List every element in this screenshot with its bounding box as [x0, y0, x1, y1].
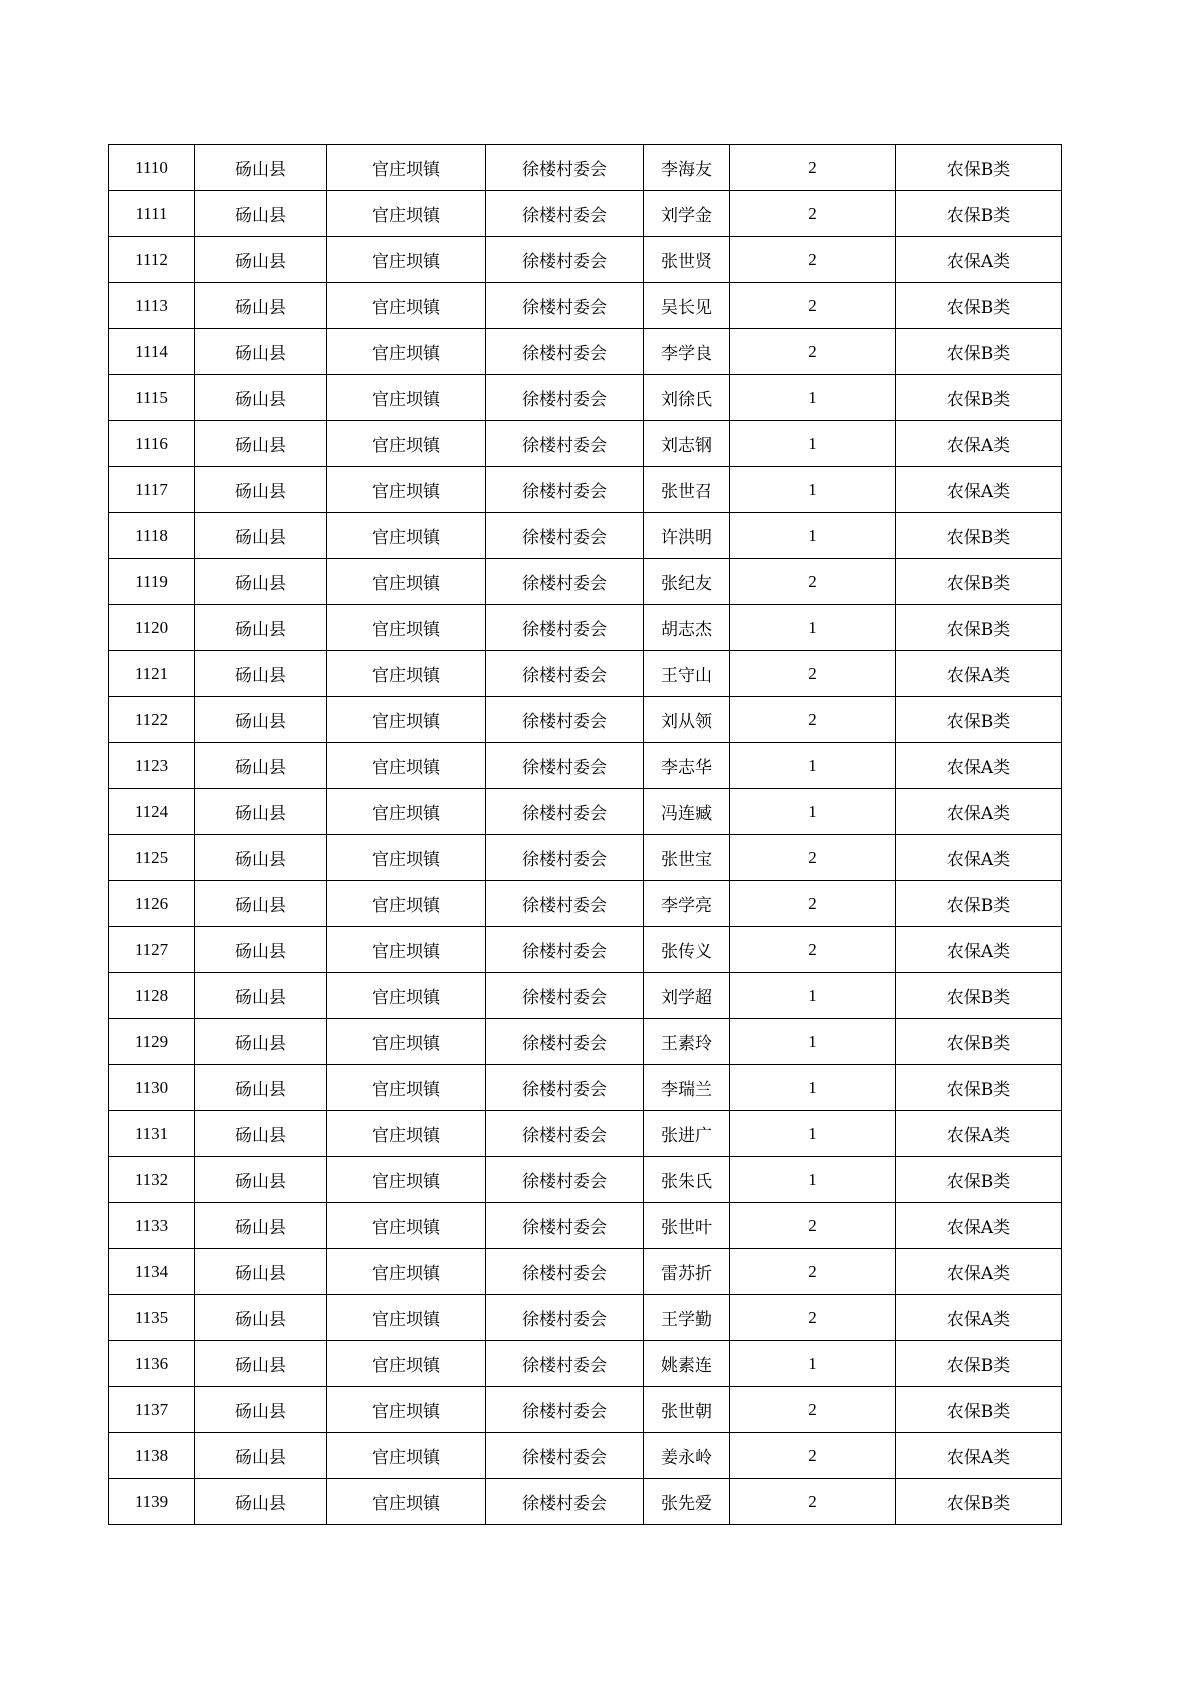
county-cell: 砀山县 — [195, 789, 327, 835]
table-row — [109, 973, 1062, 1019]
person-name-cell: 姜永岭 — [644, 1433, 730, 1479]
category-cell: 农保A类 — [896, 1249, 1062, 1295]
table-row — [109, 145, 1062, 191]
town-cell: 官庄坝镇 — [327, 1433, 486, 1479]
county-cell: 砀山县 — [195, 605, 327, 651]
row-number-cell: 1116 — [109, 421, 195, 467]
county-cell: 砀山县 — [195, 881, 327, 927]
count-cell: 1 — [730, 1111, 896, 1157]
row-number-cell: 1118 — [109, 513, 195, 559]
town-cell: 官庄坝镇 — [327, 1249, 486, 1295]
table-row — [109, 283, 1062, 329]
count-cell: 1 — [730, 605, 896, 651]
row-number-cell: 1132 — [109, 1157, 195, 1203]
town-cell: 官庄坝镇 — [327, 145, 486, 191]
category-cell: 农保B类 — [896, 1341, 1062, 1387]
town-cell: 官庄坝镇 — [327, 329, 486, 375]
table-row — [109, 789, 1062, 835]
category-cell: 农保B类 — [896, 973, 1062, 1019]
village-cell: 徐楼村委会 — [486, 881, 644, 927]
village-cell: 徐楼村委会 — [486, 283, 644, 329]
count-cell: 1 — [730, 421, 896, 467]
row-number-cell: 1114 — [109, 329, 195, 375]
village-cell: 徐楼村委会 — [486, 1111, 644, 1157]
table-row — [109, 605, 1062, 651]
person-name-cell: 张世朝 — [644, 1387, 730, 1433]
town-cell: 官庄坝镇 — [327, 1387, 486, 1433]
village-cell: 徐楼村委会 — [486, 421, 644, 467]
county-cell: 砀山县 — [195, 1433, 327, 1479]
table-row — [109, 1019, 1062, 1065]
village-cell: 徐楼村委会 — [486, 1019, 644, 1065]
table-row — [109, 467, 1062, 513]
row-number-cell: 1124 — [109, 789, 195, 835]
count-cell: 1 — [730, 513, 896, 559]
count-cell: 2 — [730, 1479, 896, 1525]
county-cell: 砀山县 — [195, 743, 327, 789]
category-cell: 农保A类 — [896, 789, 1062, 835]
town-cell: 官庄坝镇 — [327, 881, 486, 927]
table-row — [109, 927, 1062, 973]
row-number-cell: 1122 — [109, 697, 195, 743]
count-cell: 2 — [730, 191, 896, 237]
row-number-cell: 1117 — [109, 467, 195, 513]
category-cell: 农保B类 — [896, 1157, 1062, 1203]
count-cell: 1 — [730, 743, 896, 789]
category-cell: 农保A类 — [896, 421, 1062, 467]
person-name-cell: 刘志钢 — [644, 421, 730, 467]
town-cell: 官庄坝镇 — [327, 973, 486, 1019]
county-cell: 砀山县 — [195, 1157, 327, 1203]
county-cell: 砀山县 — [195, 1341, 327, 1387]
village-cell: 徐楼村委会 — [486, 743, 644, 789]
town-cell: 官庄坝镇 — [327, 835, 486, 881]
table-row — [109, 697, 1062, 743]
category-cell: 农保A类 — [896, 927, 1062, 973]
county-cell: 砀山县 — [195, 1019, 327, 1065]
table-row — [109, 1295, 1062, 1341]
person-name-cell: 王素玲 — [644, 1019, 730, 1065]
county-cell: 砀山县 — [195, 1387, 327, 1433]
category-cell: 农保A类 — [896, 237, 1062, 283]
village-cell: 徐楼村委会 — [486, 1387, 644, 1433]
village-cell: 徐楼村委会 — [486, 1295, 644, 1341]
record-table — [108, 144, 1062, 1525]
village-cell: 徐楼村委会 — [486, 329, 644, 375]
town-cell: 官庄坝镇 — [327, 1295, 486, 1341]
town-cell: 官庄坝镇 — [327, 237, 486, 283]
row-number-cell: 1139 — [109, 1479, 195, 1525]
county-cell: 砀山县 — [195, 651, 327, 697]
village-cell: 徐楼村委会 — [486, 1433, 644, 1479]
person-name-cell: 李学亮 — [644, 881, 730, 927]
person-name-cell: 张进广 — [644, 1111, 730, 1157]
row-number-cell: 1135 — [109, 1295, 195, 1341]
table-row — [109, 835, 1062, 881]
category-cell: 农保B类 — [896, 329, 1062, 375]
village-cell: 徐楼村委会 — [486, 1341, 644, 1387]
count-cell: 2 — [730, 697, 896, 743]
count-cell: 2 — [730, 1295, 896, 1341]
count-cell: 2 — [730, 835, 896, 881]
county-cell: 砀山县 — [195, 375, 327, 421]
county-cell: 砀山县 — [195, 513, 327, 559]
category-cell: 农保B类 — [896, 1479, 1062, 1525]
count-cell: 1 — [730, 1019, 896, 1065]
count-cell: 2 — [730, 651, 896, 697]
village-cell: 徐楼村委会 — [486, 237, 644, 283]
person-name-cell: 张世叶 — [644, 1203, 730, 1249]
town-cell: 官庄坝镇 — [327, 1019, 486, 1065]
county-cell: 砀山县 — [195, 421, 327, 467]
table-row — [109, 1111, 1062, 1157]
county-cell: 砀山县 — [195, 927, 327, 973]
person-name-cell: 李学良 — [644, 329, 730, 375]
village-cell: 徐楼村委会 — [486, 605, 644, 651]
table-row — [109, 1157, 1062, 1203]
person-name-cell: 李海友 — [644, 145, 730, 191]
town-cell: 官庄坝镇 — [327, 927, 486, 973]
table-row — [109, 1433, 1062, 1479]
village-cell: 徐楼村委会 — [486, 973, 644, 1019]
count-cell: 1 — [730, 375, 896, 421]
village-cell: 徐楼村委会 — [486, 513, 644, 559]
row-number-cell: 1112 — [109, 237, 195, 283]
county-cell: 砀山县 — [195, 237, 327, 283]
county-cell: 砀山县 — [195, 559, 327, 605]
category-cell: 农保B类 — [896, 191, 1062, 237]
town-cell: 官庄坝镇 — [327, 559, 486, 605]
person-name-cell: 雷苏折 — [644, 1249, 730, 1295]
category-cell: 农保B类 — [896, 375, 1062, 421]
count-cell: 2 — [730, 559, 896, 605]
category-cell: 农保B类 — [896, 1387, 1062, 1433]
village-cell: 徐楼村委会 — [486, 1479, 644, 1525]
person-name-cell: 张传义 — [644, 927, 730, 973]
table-row — [109, 191, 1062, 237]
town-cell: 官庄坝镇 — [327, 513, 486, 559]
person-name-cell: 张纪友 — [644, 559, 730, 605]
row-number-cell: 1130 — [109, 1065, 195, 1111]
county-cell: 砀山县 — [195, 697, 327, 743]
county-cell: 砀山县 — [195, 1065, 327, 1111]
count-cell: 1 — [730, 1157, 896, 1203]
person-name-cell: 张先爱 — [644, 1479, 730, 1525]
village-cell: 徐楼村委会 — [486, 467, 644, 513]
person-name-cell: 刘学超 — [644, 973, 730, 1019]
town-cell: 官庄坝镇 — [327, 1157, 486, 1203]
category-cell: 农保A类 — [896, 835, 1062, 881]
person-name-cell: 张朱氏 — [644, 1157, 730, 1203]
town-cell: 官庄坝镇 — [327, 1111, 486, 1157]
county-cell: 砀山县 — [195, 467, 327, 513]
person-name-cell: 刘从领 — [644, 697, 730, 743]
count-cell: 2 — [730, 881, 896, 927]
row-number-cell: 1120 — [109, 605, 195, 651]
count-cell: 2 — [730, 927, 896, 973]
person-name-cell: 吴长见 — [644, 283, 730, 329]
person-name-cell: 李瑞兰 — [644, 1065, 730, 1111]
category-cell: 农保B类 — [896, 697, 1062, 743]
person-name-cell: 王守山 — [644, 651, 730, 697]
row-number-cell: 1131 — [109, 1111, 195, 1157]
person-name-cell: 张世贤 — [644, 237, 730, 283]
row-number-cell: 1137 — [109, 1387, 195, 1433]
table-row — [109, 1203, 1062, 1249]
row-number-cell: 1126 — [109, 881, 195, 927]
category-cell: 农保A类 — [896, 1203, 1062, 1249]
person-name-cell: 李志华 — [644, 743, 730, 789]
town-cell: 官庄坝镇 — [327, 697, 486, 743]
row-number-cell: 1136 — [109, 1341, 195, 1387]
count-cell: 1 — [730, 1065, 896, 1111]
row-number-cell: 1121 — [109, 651, 195, 697]
person-name-cell: 王学勤 — [644, 1295, 730, 1341]
category-cell: 农保B类 — [896, 145, 1062, 191]
row-number-cell: 1133 — [109, 1203, 195, 1249]
village-cell: 徐楼村委会 — [486, 789, 644, 835]
count-cell: 2 — [730, 1387, 896, 1433]
count-cell: 2 — [730, 329, 896, 375]
table-row — [109, 1249, 1062, 1295]
row-number-cell: 1110 — [109, 145, 195, 191]
town-cell: 官庄坝镇 — [327, 1341, 486, 1387]
town-cell: 官庄坝镇 — [327, 743, 486, 789]
count-cell: 1 — [730, 467, 896, 513]
count-cell: 2 — [730, 1249, 896, 1295]
row-number-cell: 1128 — [109, 973, 195, 1019]
category-cell: 农保A类 — [896, 1433, 1062, 1479]
village-cell: 徐楼村委会 — [486, 651, 644, 697]
village-cell: 徐楼村委会 — [486, 1249, 644, 1295]
count-cell: 2 — [730, 1203, 896, 1249]
town-cell: 官庄坝镇 — [327, 375, 486, 421]
town-cell: 官庄坝镇 — [327, 467, 486, 513]
count-cell: 1 — [730, 789, 896, 835]
count-cell: 2 — [730, 145, 896, 191]
village-cell: 徐楼村委会 — [486, 145, 644, 191]
village-cell: 徐楼村委会 — [486, 559, 644, 605]
category-cell: 农保A类 — [896, 467, 1062, 513]
village-cell: 徐楼村委会 — [486, 697, 644, 743]
person-name-cell: 张世宝 — [644, 835, 730, 881]
row-number-cell: 1134 — [109, 1249, 195, 1295]
row-number-cell: 1115 — [109, 375, 195, 421]
table-row — [109, 1341, 1062, 1387]
table-row — [109, 559, 1062, 605]
person-name-cell: 许洪明 — [644, 513, 730, 559]
county-cell: 砀山县 — [195, 1111, 327, 1157]
count-cell: 2 — [730, 283, 896, 329]
table-row — [109, 881, 1062, 927]
county-cell: 砀山县 — [195, 191, 327, 237]
person-name-cell: 张世召 — [644, 467, 730, 513]
county-cell: 砀山县 — [195, 835, 327, 881]
category-cell: 农保B类 — [896, 513, 1062, 559]
category-cell: 农保B类 — [896, 605, 1062, 651]
village-cell: 徐楼村委会 — [486, 375, 644, 421]
table-row — [109, 1479, 1062, 1525]
table-row — [109, 237, 1062, 283]
county-cell: 砀山县 — [195, 973, 327, 1019]
row-number-cell: 1123 — [109, 743, 195, 789]
category-cell: 农保B类 — [896, 559, 1062, 605]
town-cell: 官庄坝镇 — [327, 605, 486, 651]
count-cell: 1 — [730, 973, 896, 1019]
county-cell: 砀山县 — [195, 329, 327, 375]
town-cell: 官庄坝镇 — [327, 789, 486, 835]
table-row — [109, 421, 1062, 467]
category-cell: 农保A类 — [896, 651, 1062, 697]
row-number-cell: 1127 — [109, 927, 195, 973]
record-table-body — [109, 145, 1062, 1525]
village-cell: 徐楼村委会 — [486, 191, 644, 237]
category-cell: 农保B类 — [896, 1019, 1062, 1065]
village-cell: 徐楼村委会 — [486, 1157, 644, 1203]
county-cell: 砀山县 — [195, 283, 327, 329]
table-row — [109, 329, 1062, 375]
category-cell: 农保B类 — [896, 881, 1062, 927]
count-cell: 2 — [730, 237, 896, 283]
table-row — [109, 1065, 1062, 1111]
county-cell: 砀山县 — [195, 1203, 327, 1249]
town-cell: 官庄坝镇 — [327, 1203, 486, 1249]
county-cell: 砀山县 — [195, 1295, 327, 1341]
person-name-cell: 刘徐氏 — [644, 375, 730, 421]
village-cell: 徐楼村委会 — [486, 927, 644, 973]
row-number-cell: 1129 — [109, 1019, 195, 1065]
category-cell: 农保B类 — [896, 1065, 1062, 1111]
row-number-cell: 1111 — [109, 191, 195, 237]
town-cell: 官庄坝镇 — [327, 1065, 486, 1111]
row-number-cell: 1125 — [109, 835, 195, 881]
village-cell: 徐楼村委会 — [486, 835, 644, 881]
table-row — [109, 1387, 1062, 1433]
town-cell: 官庄坝镇 — [327, 191, 486, 237]
town-cell: 官庄坝镇 — [327, 421, 486, 467]
count-cell: 1 — [730, 1341, 896, 1387]
person-name-cell: 胡志杰 — [644, 605, 730, 651]
table-row — [109, 375, 1062, 421]
town-cell: 官庄坝镇 — [327, 283, 486, 329]
village-cell: 徐楼村委会 — [486, 1065, 644, 1111]
county-cell: 砀山县 — [195, 1479, 327, 1525]
person-name-cell: 刘学金 — [644, 191, 730, 237]
row-number-cell: 1138 — [109, 1433, 195, 1479]
category-cell: 农保A类 — [896, 1295, 1062, 1341]
town-cell: 官庄坝镇 — [327, 651, 486, 697]
town-cell: 官庄坝镇 — [327, 1479, 486, 1525]
person-name-cell: 姚素连 — [644, 1341, 730, 1387]
category-cell: 农保A类 — [896, 1111, 1062, 1157]
count-cell: 2 — [730, 1433, 896, 1479]
village-cell: 徐楼村委会 — [486, 1203, 644, 1249]
category-cell: 农保B类 — [896, 283, 1062, 329]
table-row — [109, 651, 1062, 697]
county-cell: 砀山县 — [195, 1249, 327, 1295]
county-cell: 砀山县 — [195, 145, 327, 191]
row-number-cell: 1119 — [109, 559, 195, 605]
person-name-cell: 冯连臧 — [644, 789, 730, 835]
table-row — [109, 743, 1062, 789]
table-row — [109, 513, 1062, 559]
row-number-cell: 1113 — [109, 283, 195, 329]
category-cell: 农保A类 — [896, 743, 1062, 789]
